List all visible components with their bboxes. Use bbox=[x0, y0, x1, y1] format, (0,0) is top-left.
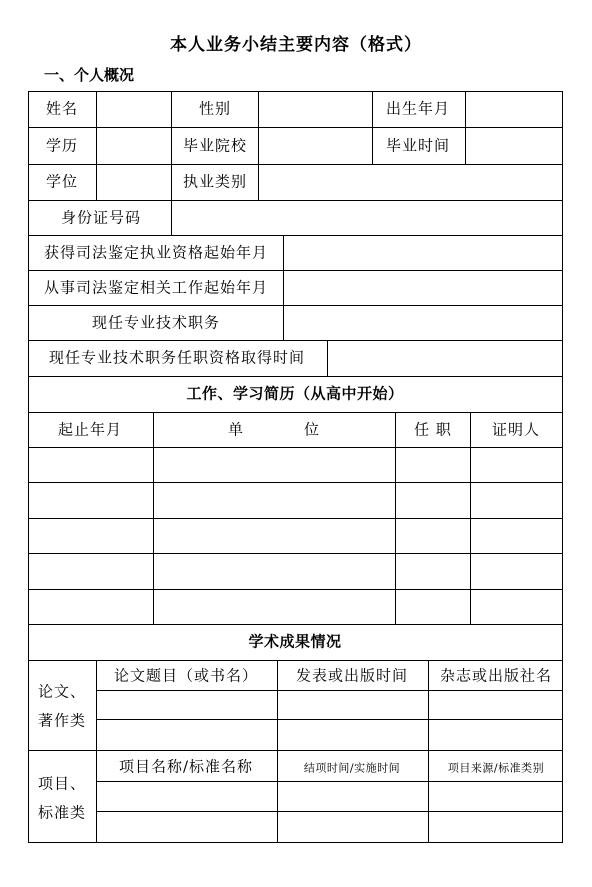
column-divider bbox=[258, 164, 259, 200]
row-divider bbox=[28, 660, 563, 661]
resume-col-position: 任 职 bbox=[414, 420, 452, 439]
row-divider bbox=[28, 412, 563, 413]
gender-label: 性别 bbox=[198, 99, 232, 118]
academic-heading: 学术成果情况 bbox=[248, 632, 342, 651]
row-divider bbox=[28, 127, 563, 128]
papers-col-title: 论文题目（或书名） bbox=[113, 666, 259, 685]
row-divider bbox=[28, 482, 563, 483]
professional-title-label: 现任专业技术职务 bbox=[91, 313, 221, 332]
column-divider bbox=[283, 235, 284, 340]
row-divider bbox=[28, 270, 563, 271]
column-divider bbox=[465, 91, 466, 164]
row-divider bbox=[28, 624, 563, 625]
projects-category-label-line1: 项目、 bbox=[37, 774, 87, 793]
projects-category-label-line2: 标准类 bbox=[37, 803, 87, 822]
id-number-label: 身份证号码 bbox=[60, 208, 142, 227]
row-divider bbox=[28, 518, 563, 519]
row-divider bbox=[96, 811, 563, 812]
row-divider bbox=[28, 305, 563, 306]
row-divider bbox=[28, 553, 563, 554]
title-date-label: 现任专业技术职务任职资格取得时间 bbox=[48, 348, 306, 367]
school-label: 毕业院校 bbox=[182, 136, 248, 155]
column-divider bbox=[277, 660, 278, 843]
row-divider bbox=[28, 200, 563, 201]
practice-type-label: 执业类别 bbox=[182, 172, 248, 191]
row-divider bbox=[28, 376, 563, 377]
resume-heading: 工作、学习简历（从高中开始） bbox=[186, 384, 404, 403]
papers-col-publisher: 杂志或出版社名 bbox=[439, 666, 553, 685]
column-divider bbox=[96, 91, 97, 200]
column-divider bbox=[153, 412, 154, 624]
education-label: 学历 bbox=[45, 136, 79, 155]
column-divider bbox=[372, 91, 373, 164]
row-divider bbox=[96, 781, 563, 782]
page-title: 本人业务小结主要内容（格式） bbox=[170, 35, 422, 55]
row-divider bbox=[28, 340, 563, 341]
row-divider bbox=[28, 164, 563, 165]
row-divider bbox=[28, 750, 563, 751]
papers-col-date: 发表或出版时间 bbox=[295, 666, 409, 685]
column-divider bbox=[327, 340, 328, 376]
row-divider bbox=[28, 589, 563, 590]
degree-label: 学位 bbox=[45, 172, 79, 191]
resume-col-witness: 证明人 bbox=[491, 420, 541, 439]
projects-col-name: 项目名称/标准名称 bbox=[118, 757, 254, 776]
projects-col-date: 结项时间/实施时间 bbox=[303, 761, 401, 775]
form-table bbox=[28, 91, 563, 843]
graduation-label: 毕业时间 bbox=[385, 136, 451, 155]
column-divider bbox=[470, 412, 471, 624]
resume-col-unit-part2: 位 bbox=[303, 420, 321, 439]
column-divider bbox=[96, 660, 97, 843]
papers-category-label-line1: 论文、 bbox=[37, 682, 87, 701]
work-start-label: 从事司法鉴定相关工作起始年月 bbox=[43, 278, 269, 297]
column-divider bbox=[171, 91, 172, 235]
row-divider bbox=[96, 719, 563, 720]
qualification-date-label: 获得司法鉴定执业资格起始年月 bbox=[43, 243, 269, 262]
row-divider bbox=[96, 690, 563, 691]
column-divider bbox=[395, 412, 396, 624]
papers-category-label-line2: 著作类 bbox=[37, 711, 87, 730]
column-divider bbox=[258, 91, 259, 164]
resume-col-unit-part1: 单 bbox=[227, 420, 245, 439]
projects-col-source: 项目来源/标准类别 bbox=[447, 761, 545, 775]
name-label: 姓名 bbox=[45, 99, 79, 118]
row-divider bbox=[28, 235, 563, 236]
resume-col-period: 起止年月 bbox=[57, 420, 123, 439]
birth-label: 出生年月 bbox=[385, 99, 451, 118]
section-heading-personal: 一、个人概况 bbox=[44, 66, 135, 84]
column-divider bbox=[428, 660, 429, 843]
row-divider bbox=[28, 447, 563, 448]
